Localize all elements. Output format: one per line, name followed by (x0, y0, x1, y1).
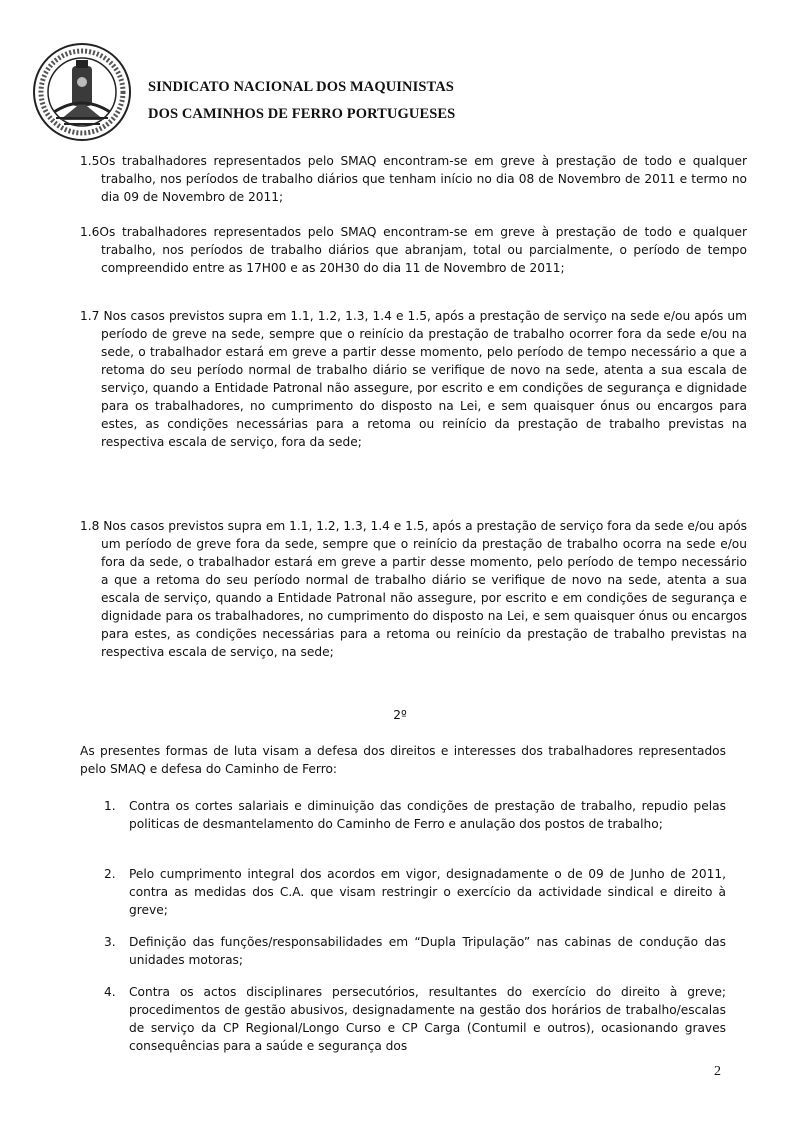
clause-text: Nos casos previstos supra em 1.1, 1.2, 1.3, 1.4 e 1.5, após a prestação de serviço na sede e/ou após um período de greve na sede, sempre que o reinício da prestação de trabalho ocorrer fora da sede e/ou na sede, o trabalhador estará em greve a partir desse momento, pelo período de tempo necessário a que a retoma do seu período normal de trabalho diário se verifique de novo na sede, atenta a sua escala de serviço, quando a Entidade Patronal não assegure, por escrito e em condições de segurança e dignidade para os trabalhadores, no cumprimento do disposto na Lei, e sem quaisquer ónus ou encargos para estes, as condições necessárias para a retoma ou reinício da prestação de trabalho previstas na respectiva escala de serviço, fora da sede; (101, 309, 748, 449)
list-item-number: 1. (104, 799, 116, 813)
clause-1-6 (80, 223, 747, 277)
clause-1-7 (80, 307, 747, 451)
section-heading: 2º (393, 708, 407, 722)
org-name-line2: DOS CAMINHOS DE FERRO PORTUGUESES (148, 106, 456, 122)
clause-1-5 (80, 152, 747, 206)
list-item-number: 3. (104, 935, 116, 949)
list-item-number: 4. (104, 985, 116, 999)
list-item-number: 2. (104, 867, 116, 881)
clause-number: 1.6 (80, 225, 100, 239)
list-item (104, 797, 726, 833)
list-item (104, 933, 726, 969)
clause-number: 1.7 (80, 309, 100, 323)
page-number: 2 (714, 1064, 721, 1079)
clause-number: 1.8 (80, 519, 100, 533)
list-item (104, 983, 726, 1055)
clause-text: Os trabalhadores representados pelo SMAQ encontram-se em greve à prestação de todo e qualquer trabalho, nos períodos de trabalho diários que abranjam, total ou parcialmente, o período de tempo compreendido entre as 17H00 e as 20H30 do dia 11 de Novembro de 2011; (99, 225, 747, 275)
list-item-text: Pelo cumprimento integral dos acordos em vigor, designadamente o de 09 de Junho de 2011, contra as medidas dos C.A. que visam restringir o exercício da actividade sindical e direito à greve; (129, 867, 726, 917)
list-item-text: Contra os cortes salariais e diminuição das condições de prestação de trabalho, repudio pelas politicas de desmantelamento do Caminho de Ferro e anulação dos postos de trabalho; (129, 799, 726, 831)
org-name-line1: SINDICATO NACIONAL DOS MAQUINISTAS (148, 79, 454, 95)
union-seal-logo-icon (30, 42, 134, 142)
list-item-text: Contra os actos disciplinares persecutórios, resultantes do exercício do direito à greve; procedimentos de gestão abusivos, designadamente na gestão dos horários de trabalho/escalas de serviço da CP Regional/Longo Curso e CP Carga (Contumil e outros), ocasionando graves consequências para a saúde e segurança dos (129, 985, 726, 1053)
list-item (104, 865, 726, 919)
list-item-text: Definição das funções/responsabilidades em “Dupla Tripulação” nas cabinas de condução das unidades motoras; (129, 935, 726, 967)
clause-1-8 (80, 517, 747, 661)
clause-number: 1.5 (80, 154, 100, 168)
clause-text: Os trabalhadores representados pelo SMAQ encontram-se em greve à prestação de todo e qualquer trabalho, nos períodos de trabalho diários que tenham início no dia 08 de Novembro de 2011 e termo no dia 09 de Novembro de 2011; (99, 154, 747, 204)
clause-text: Nos casos previstos supra em 1.1, 1.2, 1.3, 1.4 e 1.5, após a prestação de serviço fora da sede e/ou após um período de greve fora da sede, sempre que o reinício da prestação de trabalho ocorra na sede e/ou fora da sede, o trabalhador estará em greve a partir desse momento, pelo período de tempo necessário a que a retoma do seu período normal de trabalho diário se verifique de novo na sede, atenta a sua escala de serviço, quando a Entidade Patronal não assegure, por escrito e em condições de segurança e dignidade para os trabalhadores, no cumprimento do disposto na Lei, e sem quaisquer ónus ou encargos para estes, as condições necessárias para a retoma ou reinício da prestação de trabalho previstas na respectiva escala de serviço, na sede; (101, 519, 748, 659)
intro-paragraph: As presentes formas de luta visam a defesa dos direitos e interesses dos trabalhadores representados pelo SMAQ e defesa do Caminho de Ferro: (80, 744, 726, 776)
